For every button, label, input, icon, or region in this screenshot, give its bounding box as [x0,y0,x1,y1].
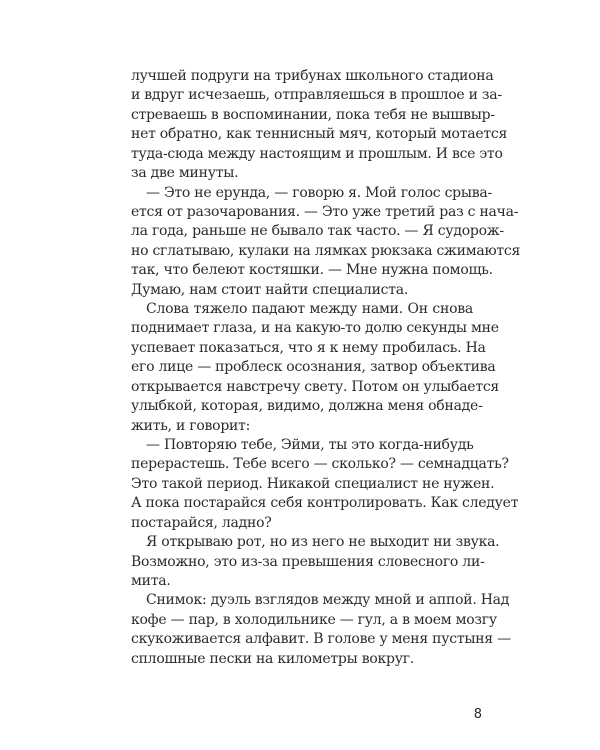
text-line: Снимок: дуэль взглядов между мной и аппой. Над [146,592,510,609]
text-line: сплошные пески на километры вокруг. [131,650,415,667]
text-line: скукоживается алфавит. В голове у меня пустыня — [131,631,511,648]
text-line: открывается навстречу свету. Потом он улыбается [131,378,499,395]
text-line: поднимает глаза, и на какую-то долю секунды мне [131,320,499,337]
text-line: и вдруг исчезаешь, отправляешься в прошлое и за- [131,87,502,104]
text-line: постарайся, ладно? [131,514,272,531]
page-number: 8 [473,707,482,722]
text-line: но сглатываю, кулаки на лямках рюкзака сжимаются [131,242,521,259]
text-line: лучшей подруги на трибунах школьного стадиона [131,68,494,84]
text-line: за две минуты. [131,165,239,182]
text-line: Слова тяжело падают между нами. Он снова [146,301,473,318]
text-line: улыбкой, которая, видимо, должна меня обнаде- [131,398,483,415]
text-line: мита. [131,572,171,589]
text-line: Это такой период. Никакой специалист не нужен. [131,475,495,492]
text-line: жить, и говорит: [131,417,251,434]
text-line: туда-сюда между настоящим и прошлым. И все это [131,145,503,162]
body-text [131,67,521,669]
text-line: нет обратно, как теннисный мяч, который мотается [131,126,508,143]
text-line: — Повторяю тебе, Эйми, ты это когда-нибудь [146,437,474,454]
text-line: Я открываю рот, но из него не выходит ни звука. [146,534,500,551]
text-line: Думаю, нам стоит найти специалиста. [131,281,409,298]
text-line: перерастешь. Тебе всего — сколько? — семнадцать? [131,456,509,473]
text-line: А пока постарайся себя контролировать. Как следует [131,495,519,512]
text-line: стреваешь в воспоминании, пока тебя не вышвыр- [131,106,495,123]
text-line: ется от разочарования. — Это уже третий раз с нача- [131,203,519,220]
text-line: ла года, раньше не бывало так часто. — Я судорож- [131,223,504,240]
text-line: — Это не ерунда, — говорю я. Мой голос срыва- [146,184,492,201]
text-line: Возможно, это из-за превышения словесного ли- [131,553,485,570]
text-line: успевает показаться, что я к нему пробилась. На [131,339,486,356]
text-line: кофе — пар, в холодильнике — гул, а в моем мозгу [131,611,497,628]
text-line: его лице — проблеск осознания, затвор объектива [131,359,496,376]
text-line: так, что белеют костяшки. — Мне нужна помощь. [131,262,493,279]
